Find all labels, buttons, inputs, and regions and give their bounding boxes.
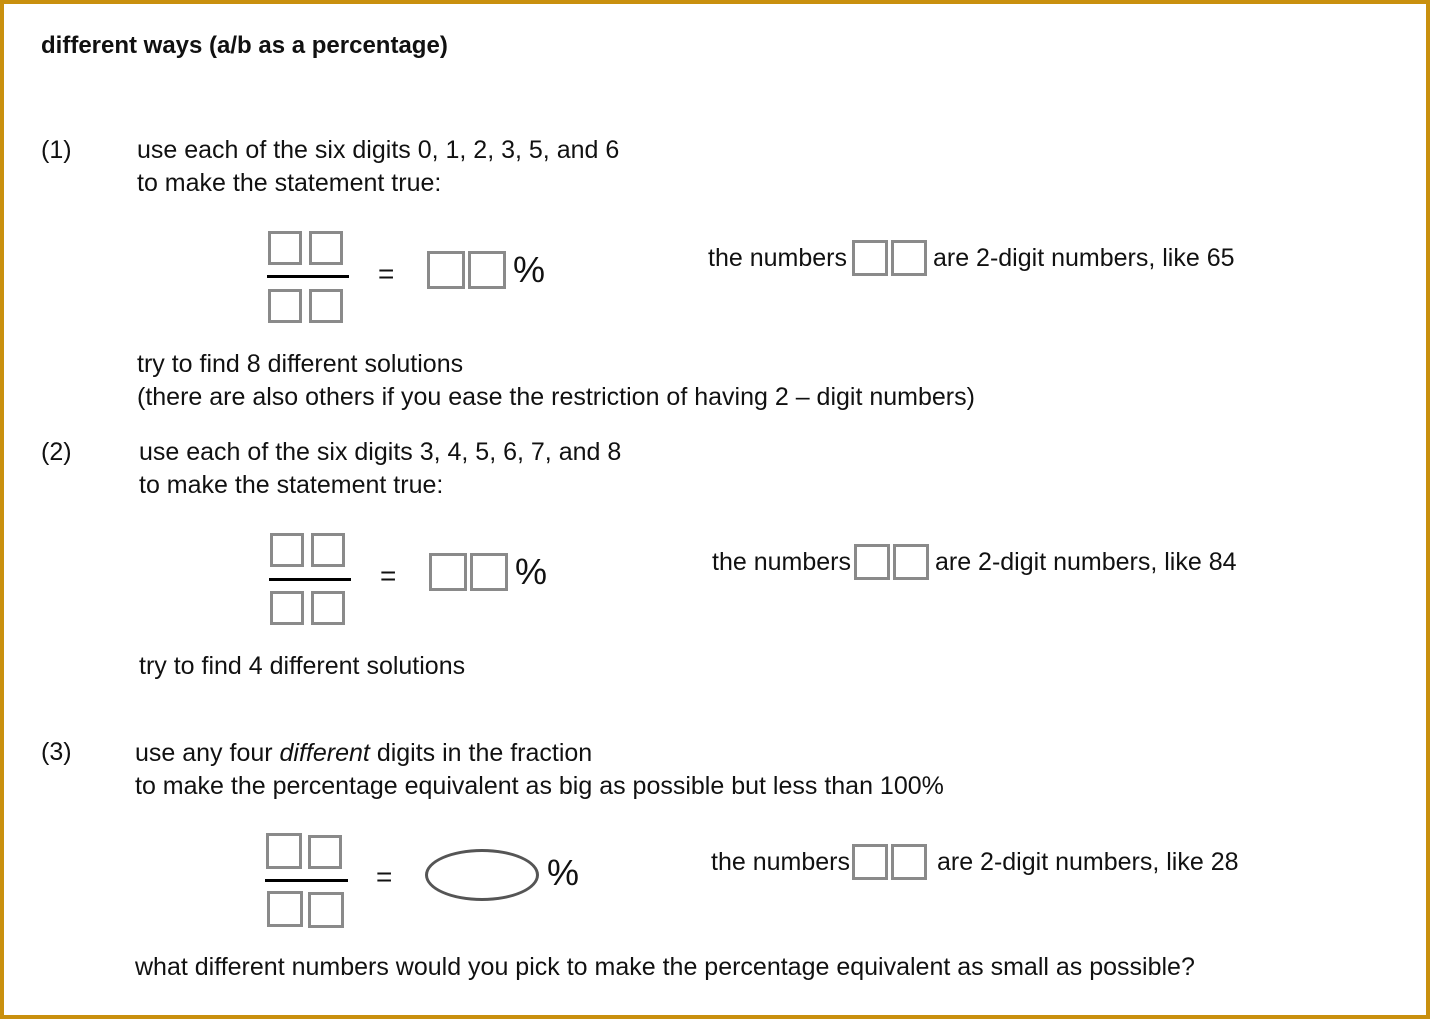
q2-instruction-line2: to make the statement true: <box>139 471 444 499</box>
q2-numerator-units-box[interactable] <box>311 533 345 567</box>
q1-hint: (there are also others if you ease the restriction of having 2 – digit numbers) <box>137 383 975 411</box>
q1-target: try to find 8 different solutions <box>137 350 464 378</box>
q1-note-suffix: are 2-digit numbers, like 65 <box>932 243 1235 272</box>
q3-line1-pre: use any four <box>135 739 280 767</box>
q3-denominator-units-box[interactable] <box>308 892 344 928</box>
q2-percent-tens-box[interactable] <box>429 553 467 591</box>
equals-sign: = <box>380 560 397 591</box>
q1-percent-units-box[interactable] <box>468 251 506 289</box>
percent-sign: % <box>547 852 580 893</box>
q3-percent-answer-oval[interactable] <box>425 849 539 901</box>
fraction-bar <box>265 879 348 882</box>
q3-line1-emphasis: different <box>279 739 370 767</box>
percent-sign: % <box>513 249 546 290</box>
q2-note <box>712 544 1237 580</box>
equals-sign: = <box>376 861 393 892</box>
example-box <box>852 240 888 276</box>
q2-instruction-line1: use each of the six digits 3, 4, 5, 6, 7, and 8 <box>139 438 622 466</box>
percent-sign: % <box>515 551 548 592</box>
q2-percent-units-box[interactable] <box>470 553 508 591</box>
q2-target: try to find 4 different solutions <box>139 652 466 680</box>
q1-numerator-units-box[interactable] <box>309 231 343 265</box>
q2-note-prefix: the numbers <box>712 547 851 576</box>
q3-denominator-tens-box[interactable] <box>267 891 303 927</box>
q3-numerator-tens-box[interactable] <box>266 833 302 869</box>
q1-numerator-tens-box[interactable] <box>268 231 302 265</box>
example-box <box>891 844 927 880</box>
q2-note-suffix: are 2-digit numbers, like 84 <box>934 547 1237 576</box>
q2-denominator-units-box[interactable] <box>311 591 345 625</box>
q3-label: (3) <box>41 738 72 766</box>
q3-note <box>711 844 1239 880</box>
q3-note-suffix: are 2-digit numbers, like 28 <box>936 847 1239 876</box>
example-box <box>854 544 890 580</box>
q1-instruction-line2: to make the statement true: <box>137 169 442 197</box>
q2-denominator-tens-box[interactable] <box>270 591 304 625</box>
q2-label: (2) <box>41 438 72 466</box>
q3-line1-post: digits in the fraction <box>369 739 593 767</box>
q1-denominator-tens-box[interactable] <box>268 289 302 323</box>
q3-note-prefix: the numbers <box>711 847 850 876</box>
q2-numerator-tens-box[interactable] <box>270 533 304 567</box>
example-box <box>852 844 888 880</box>
q3-instruction-line1 <box>135 737 592 770</box>
q1-label: (1) <box>41 136 72 164</box>
q3-followup-question: what different numbers would you pick to make the percentage equivalent as small as possible? <box>135 953 1195 981</box>
q1-note <box>708 240 1235 276</box>
q3-numerator-units-box[interactable] <box>308 835 342 869</box>
q1-note-prefix: the numbers <box>708 243 847 272</box>
q3-instruction-line2: to make the percentage equivalent as big as possible but less than 100% <box>135 772 944 800</box>
q1-denominator-units-box[interactable] <box>309 289 343 323</box>
q1-percent-tens-box[interactable] <box>427 251 465 289</box>
fraction-bar <box>267 275 349 278</box>
page-title: different ways (a/b as a percentage) <box>41 32 448 59</box>
equals-sign: = <box>378 258 395 289</box>
q1-instruction-line1: use each of the six digits 0, 1, 2, 3, 5, and 6 <box>137 136 620 164</box>
example-box <box>893 544 929 580</box>
example-box <box>891 240 927 276</box>
fraction-bar <box>269 578 351 581</box>
